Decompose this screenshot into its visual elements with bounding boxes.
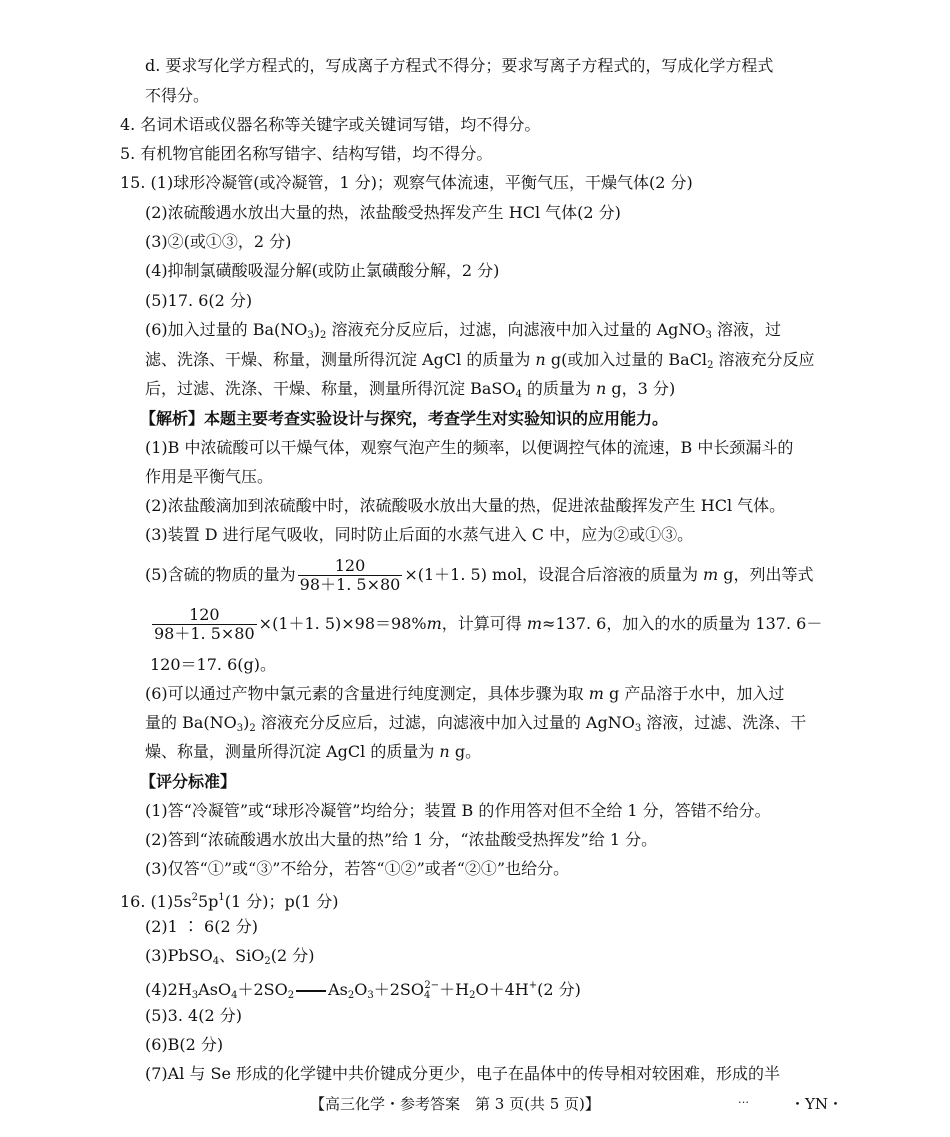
q16-4 xyxy=(145,975,581,1007)
text: (2 分) xyxy=(537,980,581,999)
text: 【解析】本题主要考查实验设计与探究，考查学生对实验知识的应用能力。 xyxy=(140,409,669,428)
text: 溶液充分反应 xyxy=(713,350,815,369)
text: 、SiO xyxy=(219,946,265,965)
text: ×(1＋1. 5)×98＝98% xyxy=(258,614,427,633)
subscript: 2 xyxy=(347,990,355,1001)
subscript: 2 xyxy=(707,360,714,371)
text: g，列出等式 xyxy=(718,565,814,584)
subscript: 4 xyxy=(423,990,431,1001)
var-n: n xyxy=(596,379,607,398)
subscript: 2 xyxy=(264,956,271,967)
text: (2)浓盐酸滴加到浓硫酸中时，浓硫酸吸水放出大量的热，促进浓盐酸挥发产生 HCl 气体。 xyxy=(145,496,786,515)
text: ，计算可得 xyxy=(441,614,527,633)
text: 溶液充分反应后，过滤，向滤液中加入过量的 AgNO xyxy=(326,320,706,339)
jiexi-heading xyxy=(140,408,668,430)
subscript: 4 xyxy=(515,389,522,400)
fraction xyxy=(152,606,257,643)
equals-sign xyxy=(296,990,326,992)
text: 5. 有机物官能团名称写错字、结构写错，均不得分。 xyxy=(120,144,493,163)
text: O＋4H xyxy=(475,980,529,999)
text: (6)可以通过产物中氯元素的含量进行纯度测定，具体步骤为取 xyxy=(145,684,589,703)
pf-2 xyxy=(145,829,657,851)
jx-6a xyxy=(145,683,784,705)
var-m: m xyxy=(588,684,604,703)
text: (1)B 中浓硫酸可以干燥气体，观察气泡产生的频率，以便调控气体的流速，B 中长颈漏斗的 xyxy=(145,438,794,457)
text: ＋H xyxy=(439,980,470,999)
text: 溶液，过滤、洗涤、干 xyxy=(641,713,807,732)
subscript: 3 xyxy=(367,990,374,1001)
page-footer xyxy=(0,1093,950,1117)
q16-2 xyxy=(145,916,258,938)
text: ×(1＋1. 5) mol，设混合后溶液的质量为 xyxy=(404,565,704,584)
q15-2 xyxy=(145,202,621,224)
jx-3 xyxy=(145,524,693,546)
text: 的质量为 xyxy=(521,379,597,398)
text: (7)Al 与 Se 形成的化学键中共价键成分更少，电子在晶体中的传导相对较困难，形成的半 xyxy=(145,1064,781,1083)
subscript: 3 xyxy=(307,330,314,341)
var-n: n xyxy=(439,742,450,761)
pf-1 xyxy=(145,800,771,822)
q16-7 xyxy=(145,1063,780,1085)
text: (6)加入过量的 Ba(NO xyxy=(145,320,308,339)
q15-5 xyxy=(145,290,252,312)
jx-5b xyxy=(150,602,822,646)
jx-6b: 量的 $Ba(NO_3)_2$ 溶液充分反应后，过滤，向滤液中加入过量的 AgNO$_3$ 溶液，过滤、洗涤、干 xyxy=(145,713,807,734)
jx-1b xyxy=(145,466,273,488)
text: 120＝17. 6(g)。 xyxy=(150,655,276,674)
text: (5)3. 4(2 分) xyxy=(145,1006,242,1025)
text: ＋2SO xyxy=(237,980,288,999)
text: (3)仅答“①”或“③”不给分，若答“①②”或者“②①”也给分。 xyxy=(145,859,570,878)
text: 15. (1)球形冷凝管(或冷凝管，1 分)；观察气体流速，平衡气压，干燥气体(2 分) xyxy=(120,173,693,192)
jx-2 xyxy=(145,495,785,517)
q15-6b xyxy=(145,349,815,377)
superscript: + xyxy=(528,980,538,991)
text: ＋2SO xyxy=(373,980,424,999)
text: 作用是平衡气压。 xyxy=(145,467,274,486)
subscript: 4 xyxy=(212,956,220,967)
jx-5a xyxy=(145,553,814,597)
q16-3 xyxy=(145,945,314,973)
text: (5)含硫的物质的量为 xyxy=(145,565,296,584)
footer-title: 【高三化学・参考答案 第 3 页(共 5 页)】 xyxy=(310,1095,600,1113)
subscript: 3 xyxy=(191,990,199,1001)
text: (1 分)；p(1 分) xyxy=(224,892,339,911)
text: (1)答“冷凝管”或“球形冷凝管”均给分；装置 B 的作用答对但不全给 1 分，答错不给分。 xyxy=(145,801,771,820)
text: AsO xyxy=(198,980,232,999)
text: 不得分。 xyxy=(145,86,210,105)
subscript: 3 xyxy=(705,330,712,341)
text: (2)1 ∶ 6(2 分) xyxy=(145,917,258,936)
pf-3 xyxy=(145,858,569,880)
var-m: m xyxy=(526,614,543,633)
text: As xyxy=(328,980,348,999)
rule-d-cont xyxy=(145,85,209,107)
q15-1 xyxy=(120,172,693,194)
fraction xyxy=(298,557,403,594)
text: 溶液，过 xyxy=(711,320,781,339)
text: (3)装置 D 进行尾气吸收，同时防止后面的水蒸气进入 C 中，应为②或①③。 xyxy=(145,525,694,544)
text: 后，过滤、洗涤、干燥、称量，测量所得沉淀 BaSO xyxy=(145,379,516,398)
denominator: 98＋1. 5×80 xyxy=(154,624,255,643)
numerator: 120 xyxy=(334,556,366,575)
text: 滤、洗涤、干燥、称量，测量所得沉淀 AgCl 的质量为 xyxy=(145,350,536,369)
text: (6)B(2 分) xyxy=(145,1035,224,1054)
q15-6a: (6)加入过量的 $Ba(NO_3)_2$ 溶液充分反应后，过滤，向滤液中加入过量的 AgNO$_3$ 溶液，过 xyxy=(145,320,781,341)
rule-d xyxy=(145,55,773,77)
text: (2 分) xyxy=(270,946,315,965)
text: (5)17. 6(2 分) xyxy=(145,291,253,310)
footer-mark: … xyxy=(738,1093,749,1106)
subscript: 2 xyxy=(287,990,295,1001)
subscript: 3 xyxy=(634,723,642,734)
text: ≈137. 6，加入的水的质量为 137. 6－ xyxy=(542,614,823,633)
var-m: m xyxy=(426,614,442,633)
text: (3)PbSO xyxy=(145,946,213,965)
q16-6 xyxy=(145,1034,223,1056)
jx-6c xyxy=(145,741,481,763)
text: g(或加入过量的 BaCl xyxy=(545,350,708,369)
text: 5p xyxy=(197,892,219,911)
subscript: 2 xyxy=(320,330,327,341)
subscript: 4 xyxy=(231,990,238,1001)
text: g，3 分) xyxy=(606,379,676,398)
text: 量的 Ba(NO xyxy=(145,713,237,732)
q15-6c xyxy=(145,378,675,406)
rule-5 xyxy=(120,143,492,165)
text: 溶液充分反应后，过滤，向滤液中加入过量的 AgNO xyxy=(255,713,635,732)
superscript: 2− xyxy=(424,980,440,991)
superscript: 1 xyxy=(218,892,225,903)
text: g。 xyxy=(449,742,482,761)
q16-1 xyxy=(120,887,339,913)
var-m: m xyxy=(703,565,719,584)
text: (2)答到“浓硫酸遇水放出大量的热”给 1 分，“浓盐酸受热挥发”给 1 分。 xyxy=(145,830,658,849)
text: (4)2H xyxy=(145,980,192,999)
q15-4 xyxy=(145,260,499,282)
denominator: 98＋1. 5×80 xyxy=(299,575,401,594)
var-n: n xyxy=(535,350,546,369)
pingfen-heading xyxy=(140,771,236,793)
text: g 产品溶于水中，加入过 xyxy=(603,684,785,703)
footer-code: ・YN・ xyxy=(790,1095,844,1113)
numerator: 120 xyxy=(189,605,220,624)
text: 【评分标准】 xyxy=(140,772,237,791)
text: (2)浓硫酸遇水放出大量的热，浓盐酸受热挥发产生 HCl 气体(2 分) xyxy=(145,203,621,222)
text: d. 要求写化学方程式的，写成离子方程式不得分；要求写离子方程式的，写成化学方程式 xyxy=(145,56,774,75)
text: 16. (1)5s xyxy=(120,892,192,911)
subscript: 2 xyxy=(249,723,256,734)
text: (4)抑制氯磺酸吸湿分解(或防止氯磺酸分解，2 分) xyxy=(145,261,500,280)
subscript: 3 xyxy=(236,723,244,734)
text: 4. 名词术语或仪器名称等关键字或关键词写错，均不得分。 xyxy=(120,115,541,134)
q16-5 xyxy=(145,1005,242,1027)
jx-1a xyxy=(145,437,793,459)
superscript: 2 xyxy=(191,892,198,903)
text: O xyxy=(354,980,368,999)
text: (3)②(或①③，2 分) xyxy=(145,232,292,251)
subscript: 2 xyxy=(469,990,476,1001)
text: 燥、称量，测量所得沉淀 AgCl 的质量为 xyxy=(145,742,440,761)
jx-5c xyxy=(150,654,276,676)
rule-4 xyxy=(120,114,540,136)
q15-3 xyxy=(145,231,291,253)
